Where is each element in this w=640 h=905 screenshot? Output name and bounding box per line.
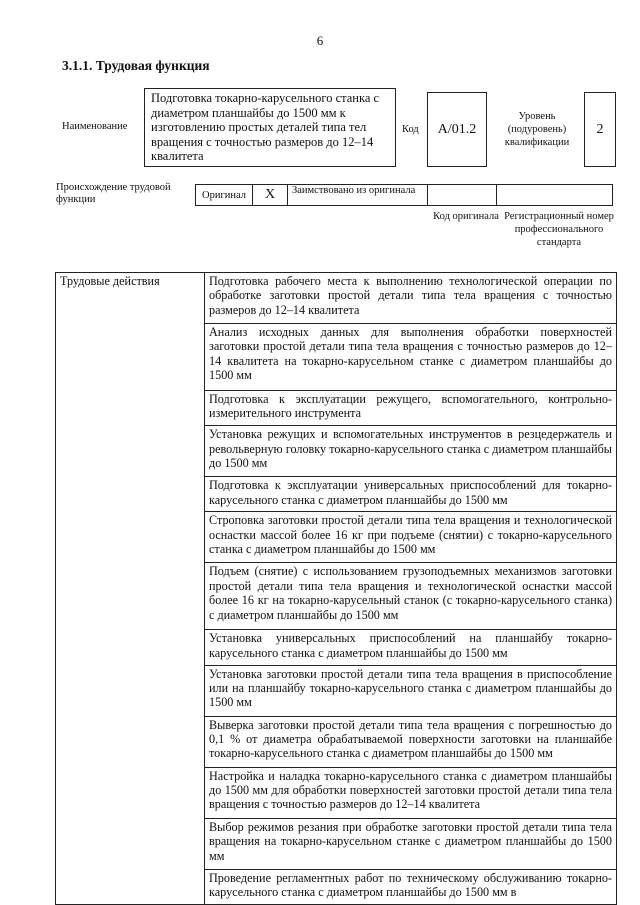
- original-code-caption: Код оригинала: [433, 211, 499, 222]
- registration-number-caption: Регистрационный номер профессионального стандарта: [504, 211, 614, 248]
- labor-action-item: Строповка заготовки простой детали типа тела вращения и технологической оснастки массой более 16 кг при подъеме (снятии) с токарно-карусельного станка с диаметром планшайбы до 1500 мм: [205, 512, 617, 563]
- labor-action-item: Установка универсальных приспособлений на планшайбу токарно-карусельного станка с диаметром планшайбы до 1500 мм: [205, 630, 617, 665]
- labor-action-item: Настройка и наладка токарно-карусельного станка с диаметром планшайбы до 1500 мм для обработки поверхностей заготовки простой детали типа тела вращения с точностью размеров до 12–14 квалитета: [205, 767, 617, 818]
- registration-number-cell: [496, 184, 613, 206]
- original-code-cell: [427, 184, 497, 206]
- qualification-level-label: Уровень (подуровень) квалификации: [504, 111, 570, 148]
- labor-action-item: Выверка заготовки простой детали типа тела вращения с погрешностью до 0,1 % от диаметра обрабатываемой поверхности заготовки на планшайбе токарно-карусельного станка с диаметром планшайбы до 1500 мм: [205, 716, 617, 767]
- qualification-level-value: 2: [584, 92, 616, 167]
- table-row: [56, 273, 617, 324]
- function-name-value: Подготовка токарно-карусельного станка с диаметром планшайбы до 1500 мм к изготовлению простых деталей типа тел вращения с точностью размеров до 12–14 квалитета: [144, 88, 396, 167]
- name-label: Наименование: [62, 121, 128, 132]
- function-code-value: A/01.2: [427, 92, 487, 167]
- labor-action-item: Выбор режимов резания при обработке заготовки простой детали типа тела вращения на токарно-карусельном станке с диаметром планшайбы до 1500 мм: [205, 818, 617, 869]
- labor-action-item: Подготовка к эксплуатации универсальных приспособлений для токарно-карусельного станка с диаметром планшайбы до 1500 мм: [205, 477, 617, 512]
- labor-action-item: Установка режущих и вспомогательных инструментов в резцедержатель и револьверную головку токарно-карусельного станка с диаметром планшайбы до 1500 мм: [205, 426, 617, 477]
- labor-action-item: Проведение регламентных работ по техническому обслуживанию токарно-карусельного станка с диаметром планшайбы до 1500 мм в: [205, 869, 617, 904]
- labor-action-item: Подготовка рабочего места к выполнению технологической операции по обработке заготовки простой детали типа тела вращения с точностью размеров до 12–14 квалитета: [205, 273, 617, 324]
- section-title: 3.1.1. Трудовая функция: [62, 58, 210, 73]
- page-number: 6: [316, 33, 324, 48]
- code-label: Код: [402, 124, 419, 135]
- borrowed-label: Заимствовано из оригинала: [287, 184, 428, 206]
- labor-action-item: Анализ исходных данных для выполнения обработки поверхностей заготовки простой детали типа тела вращения с точностью размеров до 12–14 квалитета на токарно-карусельном станке с диаметром планшайбы до 1500 мм: [205, 324, 617, 391]
- origin-label: Происхождение трудовой функции: [56, 182, 171, 205]
- labor-action-item: Подготовка к эксплуатации режущего, вспомогательного, контрольно-измерительного инструмента: [205, 391, 617, 426]
- origin-table: [195, 184, 616, 206]
- labor-action-item: Подъем (снятие) с использованием грузоподъемных механизмов заготовки простой детали типа тела вращения и технологической оснастки массой более 16 кг на токарно-карусельный станок (с токарно-карусельного станка) с диаметром планшайбы до 1500 мм: [205, 563, 617, 630]
- labor-actions-header: Трудовые действия: [56, 273, 205, 905]
- original-label: Оригинал: [195, 184, 253, 206]
- labor-actions-table: [55, 272, 617, 905]
- labor-action-item: Установка заготовки простой детали типа тела вращения в приспособление или на планшайбу токарно-карусельного станка с диаметром планшайбы до 1500 мм: [205, 665, 617, 716]
- original-mark: X: [252, 184, 288, 206]
